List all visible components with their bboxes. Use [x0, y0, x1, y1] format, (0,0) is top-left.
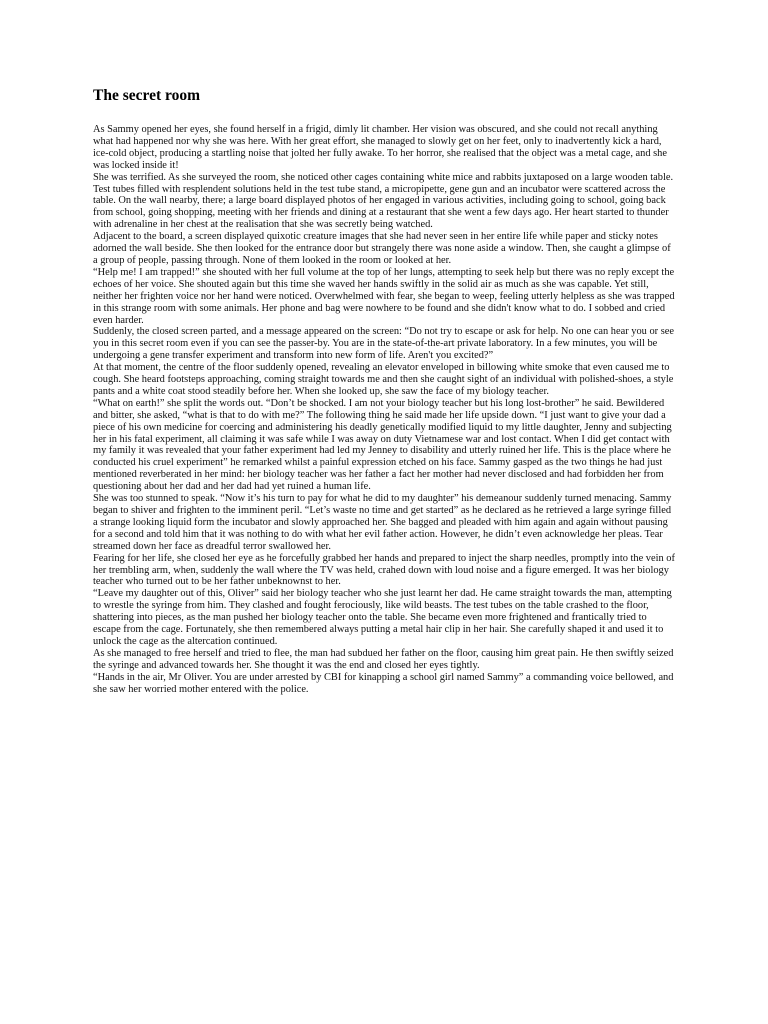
- document-body: [93, 124, 676, 696]
- paragraph: “Leave my daughter out of this, Oliver” said her biology teacher who she just learnt her dad. He came straight towards the man, attempting to wrestle the syringe from him. They clashed and fought ferociously, like wild beasts. The test tubes on the table crashed to the floor, shattering into pieces, as the man pushed her biology teacher onto the table. She became even more frightened and frantically tried to escape from the cage. Fortunately, she then remembered always putting a metal hair clip in her hair. She carefully shaped it and used it to unlock the cage as the altercation continued.: [93, 588, 672, 647]
- paragraph: She was too stunned to speak. “Now it’s his turn to pay for what he did to my daughter” his demeanour suddenly turned menacing. Sammy began to shiver and frighten to the imminent peril. “Let’s waste no time and get started” as he declared as he retrieved a large syringe filled a strange looking liquid form the incubator and slowly approached her. She bagged and pleaded with him again and again without pausing for a second and told him that it was nothing to do with what her evil father action. However, he didn’t even acknowledge her pleas. Tear streamed down her face as dreadful terror swallowed her.: [93, 493, 672, 552]
- document-title: The secret room: [93, 87, 201, 104]
- paragraph: Fearing for her life, she closed her eye as he forcefully grabbed her hands and prepared to inject the sharp needles, promptly into the vein of her trembling arm, when, suddenly the wall where the TV was held, crahed down with loud noise and a figure emerged. It was her biology teacher who turned out to be her father unbeknownst to her.: [93, 552, 675, 588]
- paragraph: She was terrified. As she surveyed the room, she noticed other cages containing white mice and rabbits juxtaposed on a large wooden table. Test tubes filled with resplendent solutions held in the test tube stand, a micropipette, gene gun and an incubator were scattered across the table. On the wall nearby, there; a large board displayed photos of her engaged in various activities, including going to school, going back from school, going shopping, meeting with her friends and dining at a restaurant that she went a few days ago. Her heart started to thunder with adrenaline in her chest at the realisation that she was secretly being watched.: [93, 171, 674, 231]
- document-page: [93, 86, 676, 696]
- paragraph: “Help me! I am trapped!” she shouted with her full volume at the top of her lungs, attempting to seek help but there was no reply except the echoes of her voice. She shouted again but this time she waved her hands swiftly in the solid air as much as she was capable. Yet still, neither her frighten voice nor her hand were noticed. Overwhelmed with fear, she began to weep, feeling utterly helpless as she was trapped in this strange room with some animals. Her phone and bag were nowhere to be found and she didn't know what to do. I sobbed and cried even harder.: [93, 266, 675, 326]
- paragraph: “Hands in the air, Mr Oliver. You are under arrested by CBI for kinapping a school girl named Sammy” a commanding voice bellowed, and she saw her worried mother entered with the police.: [93, 671, 674, 695]
- paragraph: At that moment, the centre of the floor suddenly opened, revealing an elevator enveloped in billowing white smoke that even caused me to cough. She heard footsteps approaching, coming straight towards me and then she caught sight of an individual with polished-shoes, a style pants and a white coat stood steadily before her. When she looked up, she saw the face of my biology teacher.: [93, 362, 674, 397]
- paragraph: As she managed to free herself and tried to flee, the man had subdued her father on the floor, causing him great pain. He then swiftly seized the syringe and advanced towards her. She thought it was the end and closed her eyes tightly.: [93, 647, 674, 671]
- paragraph: As Sammy opened her eyes, she found herself in a frigid, dimly lit chamber. Her vision was obscured, and she could not recall anything what had happened nor why she was here. With her great effort, she managed to slowly get on her feet, only to inadvertently kick a hard, ice-cold object, producing a startling noise that jolted her fully awake. To her horror, she realised that the object was a metal cage, and she was locked inside it!: [93, 124, 667, 171]
- paragraph: “What on earth!” she split the words out. “Don’t be shocked. I am not your biology teacher but his long lost-brother” he said. Bewildered and bitter, she asked, “what is that to do with me?” The following thing he said made her life upside down. “I just want to give your dad a piece of his own medicine for coercing and administering his deadly genetically modified liquid to my little daughter, Jenny and subjecting her in his fatal experiment, all claiming it was safe while I was away on duty Vietnamese war and lost contact. When I did get contact with my family it was revealed that your father experiment had led my Jenney to disability and utterly ruined her life. This is the place where he conducted his cruel experiment” he remarked whilst a painful expression etched on his face. Sammy gasped as the two things he had just mentioned reverberated in her mind: her biology teacher was her father a fact her mother had never disclosed and had forbidden her from questioning about her dad and her dad had yet ruined a human life.: [93, 397, 672, 493]
- paragraph: Suddenly, the closed screen parted, and a message appeared on the screen: “Do not try to escape or ask for help. No one can hear you or see you in this secret room even if you can see the passer-by. You are in the state-of-the-art private laboratory. In a few minutes, you will be undergoing a gene transfer experiment and transform into new form of life. Aren't you excited?”: [93, 326, 674, 362]
- paragraph: Adjacent to the board, a screen displayed quixotic creature images that she had never seen in her entire life while paper and sticky notes adorned the wall beside. She then looked for the entrance door but strangely there was none aside a window. Then, she caught a glimpse of a group of people, passing through. None of them looked in the room or looked at her.: [93, 231, 671, 266]
